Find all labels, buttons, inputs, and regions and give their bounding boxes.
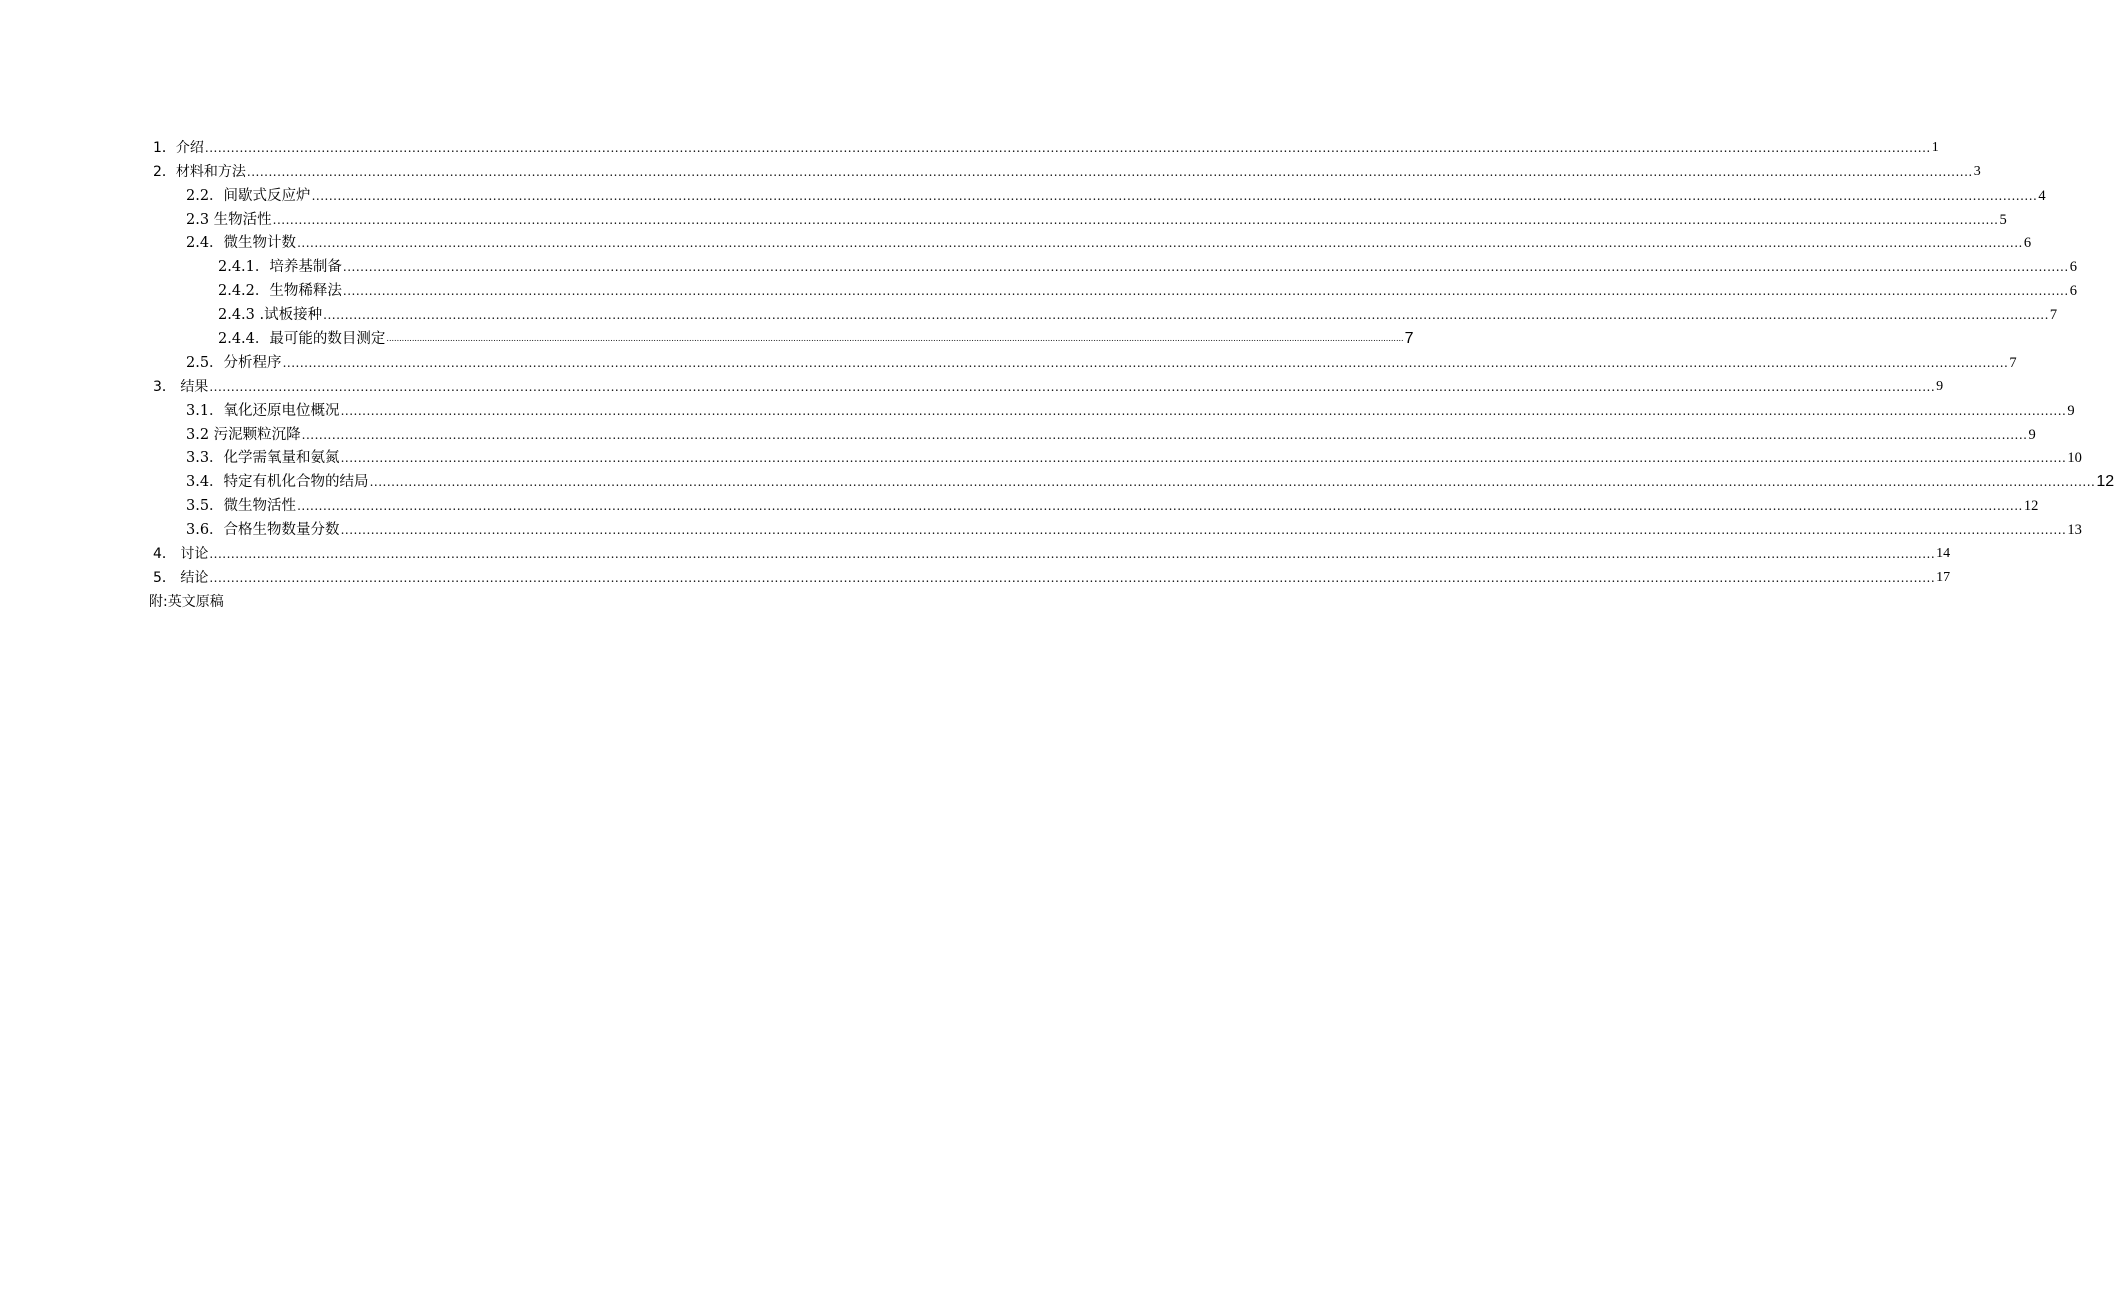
toc-entry-page: 3	[1973, 163, 1981, 179]
toc-entry[interactable]	[149, 252, 2077, 276]
toc-entry-title: 3.1．氧化还原电位概况	[186, 402, 340, 419]
toc-entry-title: 2.4.1．培养基制备	[218, 259, 342, 276]
toc-entry-page: 5	[1999, 211, 2007, 228]
toc-leader-dots: ................................................................................................................................................................................................................................................................................................................................................................................................................	[311, 188, 2038, 203]
toc-leader-dots: ................................................................................................................................................................................................................................................................................................................................................................................................................	[340, 403, 2067, 418]
toc-leader-dots: ................................................................................................................................................................................................................................................................................................................................................................................................................	[209, 547, 1936, 562]
toc-entry-page: 9	[2067, 402, 2075, 419]
toc-leader-dots: ................................................................................................................................................................................................................................................................................................................................................................................................................	[272, 212, 1999, 227]
toc-entry[interactable]	[149, 539, 1951, 563]
toc-entry-page: 4	[2038, 187, 2046, 204]
toc-entry-title: 2.4.4．最可能的数目测定	[218, 331, 386, 348]
toc-entry[interactable]	[149, 467, 2114, 491]
toc-entry-title: 3.4．特定有机化合物的结局	[186, 474, 369, 491]
toc-entry-page: 9	[1936, 378, 1944, 394]
toc-entry-page: 6	[2023, 235, 2032, 252]
toc-entry-page: 7	[2049, 307, 2058, 324]
toc-entry[interactable]	[149, 420, 2036, 444]
toc-entry[interactable]	[149, 300, 2058, 324]
table-of-contents	[149, 133, 2114, 611]
toc-entry[interactable]	[149, 396, 2075, 420]
toc-leader-dots: ................................................................................................................................................................................................................................................................................................................................................................................................................	[204, 140, 1931, 155]
toc-leader-dots: ................................................................................................................................................................................................................................................................................................................................................................................................................	[297, 499, 2023, 514]
toc-entry-page: 1	[1931, 139, 1939, 155]
toc-entry[interactable]	[149, 372, 1944, 396]
toc-entry-title: 4． 讨论	[153, 546, 209, 563]
toc-leader-dots: ................................................................................................................................................................................................................................................................................................................................................................................................................	[209, 379, 1936, 394]
toc-entry-page: 13	[2067, 522, 2082, 539]
toc-entry-title: 3． 结果	[153, 378, 209, 395]
toc-entry-page: 12	[2096, 473, 2114, 491]
toc-leader-dots: ................................................................................................................................................................................................................................................................................................................................................................................................................	[297, 236, 2023, 251]
toc-entry-page: 9	[2028, 426, 2036, 443]
toc-leader-dots: ................................................................................................................................................................................................................................................................................................................................................................................................................	[369, 475, 2096, 490]
toc-leader-dots: ................................................................................................................................................................................................................................................................................................................................................................................................................	[342, 284, 2069, 299]
toc-leader-dots: ................................................................................................................................................................................................................................................................................................................................................................................................................	[340, 451, 2067, 466]
toc-leader-dots: ................................................................................................................................................................................................................................................................................................................................................................................................................	[282, 355, 2009, 370]
toc-entry[interactable]	[149, 491, 2039, 515]
toc-entry[interactable]	[149, 205, 2007, 229]
toc-entry[interactable]	[149, 444, 2082, 468]
toc-entry[interactable]	[149, 515, 2082, 539]
toc-entry-title: 5． 结论	[153, 569, 209, 586]
toc-entry[interactable]	[149, 563, 1951, 587]
toc-entry-title: 2.4.2．生物稀释法	[218, 283, 342, 300]
toc-leader-dots: ................................................................................................................................................................................................................................................................................................................................................................................................................	[209, 570, 1936, 585]
toc-entry-title: 2.2．间歇式反应炉	[186, 187, 311, 204]
toc-entry-page: 17	[1936, 569, 1951, 585]
toc-entry-title: 3.3．化学需氧量和氨氮	[186, 450, 340, 467]
toc-entry-title: 2.3 生物活性	[186, 211, 272, 228]
toc-leader-dots: ................................................................................................................................................................................................................................................................................................................................................................................................................	[246, 164, 1973, 179]
toc-leader-dots: ................................................................................................................................................................................................................................................................................................................................................................................................................	[301, 427, 2028, 442]
toc-entry-page: 6	[2069, 259, 2077, 276]
toc-entry[interactable]	[149, 324, 1414, 348]
toc-entry-title: 2．材料和方法	[153, 163, 246, 180]
toc-leader-dots: ................................................................................................................................................................................................................................................................................................................................................................................................................	[323, 308, 2049, 323]
toc-leader-dots: ................................................................................................................................................................................................................................................................................................................................................................................................................	[340, 523, 2067, 538]
toc-entry-page: 7	[2009, 354, 2017, 371]
toc-entry-page: 6	[2069, 283, 2077, 300]
toc-entry-page: 7	[1404, 330, 1414, 348]
toc-entry[interactable]	[149, 229, 2032, 253]
toc-entry[interactable]	[149, 348, 2017, 372]
toc-entry[interactable]	[149, 133, 1939, 157]
toc-entry-page: 12	[2023, 498, 2039, 515]
toc-leader-dots: ................................................................................................................................................................................................................................................................................................................................................................................................................	[342, 260, 2069, 275]
toc-entry-title: 3.6．合格生物数量分数	[186, 522, 340, 539]
toc-entry[interactable]	[149, 157, 1981, 181]
toc-entry-title: 2.4.3 .试板接种	[218, 307, 323, 324]
toc-entry-title: 1．介绍	[153, 139, 204, 156]
toc-leader-dots: ................................................................................................................................................................................................................................................................................................................................................................................................................	[386, 334, 1404, 344]
toc-entry[interactable]	[149, 276, 2077, 300]
toc-entry-title: 2.5．分析程序	[186, 354, 282, 371]
appendix-line: 附:英文原稿	[149, 593, 224, 610]
toc-entry-title: 3.2 污泥颗粒沉降	[186, 426, 301, 443]
toc-entry-title: 2.4．微生物计数	[186, 235, 297, 252]
toc-entry-page: 10	[2067, 450, 2082, 467]
toc-entry[interactable]	[149, 181, 2046, 205]
toc-entry-title: 3.5．微生物活性	[186, 498, 297, 515]
toc-entry-page: 14	[1936, 546, 1951, 562]
